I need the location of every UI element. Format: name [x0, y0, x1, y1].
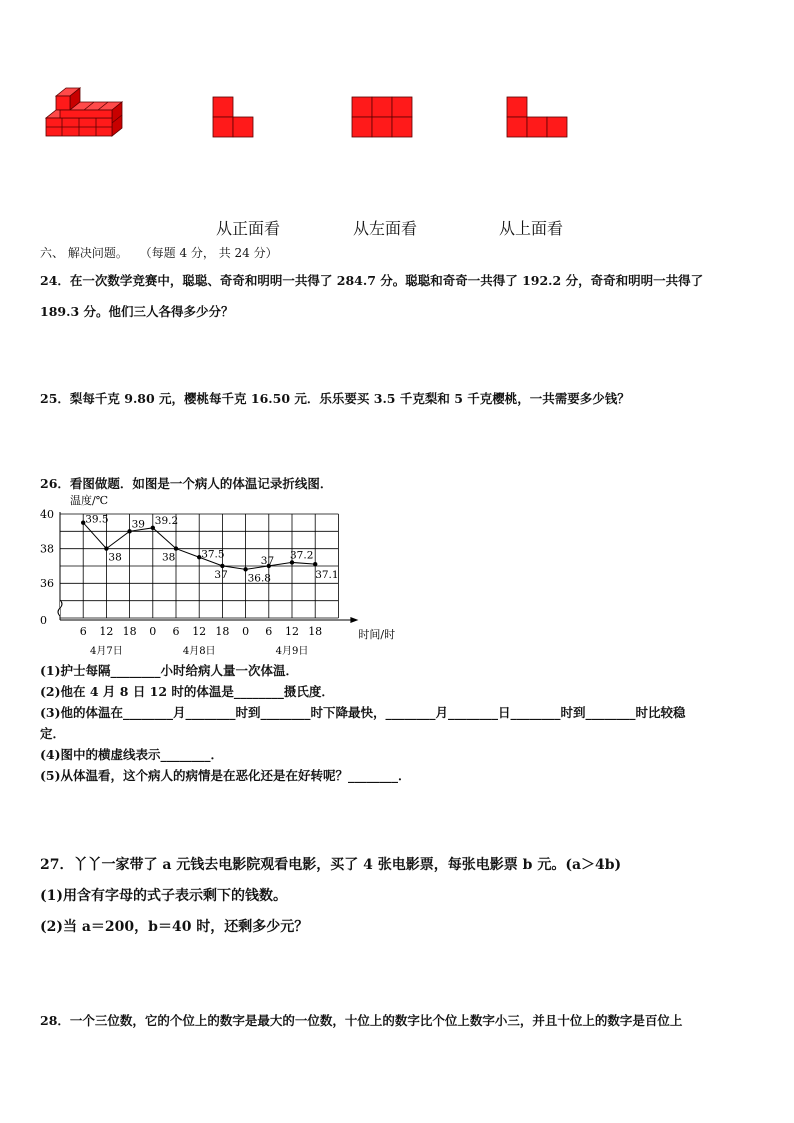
block-3d-figure: [44, 84, 128, 148]
section-title: 六、 解决问题。: [40, 246, 128, 260]
x-tick-label: 18: [308, 625, 323, 638]
data-label: 39: [131, 518, 145, 531]
data-point: [174, 546, 178, 550]
day-label: 4月7日: [90, 646, 123, 657]
front-view-figure: [212, 96, 256, 138]
q26-sub5: (5)从体温看，这个病人的病情是在恶化还是在好转呢？________．: [40, 768, 411, 783]
day-label: 4月9日: [275, 646, 309, 657]
q25-line1: 25．梨每千克 9.80 元，樱桃每千克 16.50 元．乐乐要买 3.5 千克梨和 5 千克樱桃，一共需要多少钱？: [40, 391, 630, 406]
chart-labels: [40, 493, 395, 657]
left-view-label: 从左面看: [353, 219, 418, 238]
q26-sub1: (1)护士每隔________小时给病人量一次体温．: [40, 663, 299, 678]
x-tick-label: 6: [79, 625, 87, 638]
x-tick-label: 18: [215, 625, 230, 638]
data-label: 38: [162, 551, 176, 564]
x-tick-label: 18: [122, 625, 137, 638]
top-view-figure: [506, 96, 568, 138]
data-point: [104, 546, 108, 550]
data-point: [243, 567, 247, 571]
q24-line1: 24．在一次数学竞赛中，聪聪、奇奇和明明一共得了 284.7 分。聪聪和奇奇一共得了 192.2 分，奇奇和明明一共得了: [40, 273, 704, 288]
x-axis-label: 时间/时: [358, 628, 396, 641]
y-tick-label: 0: [40, 614, 47, 627]
x-tick-label: 6: [265, 625, 273, 638]
y-tick-label: 36: [40, 577, 54, 591]
data-label: 37: [260, 554, 275, 567]
data-label: 37: [214, 568, 228, 581]
y-tick-label: 40: [40, 508, 54, 521]
q24-line2: 189.3 分。他们三人各得多少分？: [40, 304, 234, 319]
data-label: 37.1: [315, 569, 339, 582]
q27-line2: (1)用含有字母的式子表示剩下的钱数。: [40, 888, 287, 904]
y-tick-label: 38: [40, 542, 54, 556]
x-tick-label: 12: [99, 625, 114, 638]
q26-sub2: (2)他在 4 月 8 日 12 时的体温是________摄氏度．: [40, 684, 334, 699]
data-label: 39.5: [85, 513, 109, 526]
top-view-label: 从上面看: [499, 219, 564, 238]
y-axis-label: 温度/℃: [70, 494, 109, 507]
axis-break-mark: [58, 600, 62, 616]
x-tick-label: 0: [242, 625, 250, 638]
data-label: 38: [108, 551, 122, 564]
q26-sub3b: 定．: [40, 726, 66, 741]
left-view-figure: [351, 96, 413, 138]
front-view-label: 从正面看: [216, 219, 281, 238]
q28-line1: 28．一个三位数，它的个位上的数字是最大的一位数，十位上的数字比个位上数字小三，并且十位上的数字是百位上: [40, 1013, 683, 1028]
x-axis-arrow: [350, 617, 358, 623]
data-label: 37.5: [201, 548, 225, 561]
data-point: [313, 562, 317, 566]
q26-sub3a: (3)他的体温在________月________时到________时下降最快，________月________日________时到________时比较稳: [40, 705, 686, 720]
data-label: 36.8: [247, 572, 271, 585]
data-label: 37.2: [290, 549, 314, 562]
chart-grid: [60, 514, 338, 618]
chart-axes: [58, 512, 358, 623]
q27-line3: (2)当 a＝200，b＝40 时，还剩多少元？: [40, 919, 309, 935]
section-heading: [40, 244, 278, 261]
q26-sub4: (4)图中的横虚线表示________．: [40, 747, 224, 762]
q27-line1: 27．丫丫一家带了 a 元钱去电影院观看电影，买了 4 张电影票，每张电影票 b 元。(a＞4b): [40, 857, 622, 873]
day-label: 4月8日: [182, 646, 216, 657]
x-tick-label: 12: [192, 625, 207, 638]
data-label: 39.2: [154, 514, 179, 527]
x-tick-label: 12: [285, 625, 299, 638]
q26-intro: 26．看图做题．如图是一个病人的体温记录折线图．: [40, 476, 333, 491]
x-tick-label: 0: [149, 625, 157, 638]
x-tick-label: 6: [172, 625, 180, 638]
data-point: [220, 564, 224, 568]
temperature-line-chart: [36, 488, 396, 664]
section-note: （每题 4 分， 共 24 分）: [139, 246, 278, 260]
